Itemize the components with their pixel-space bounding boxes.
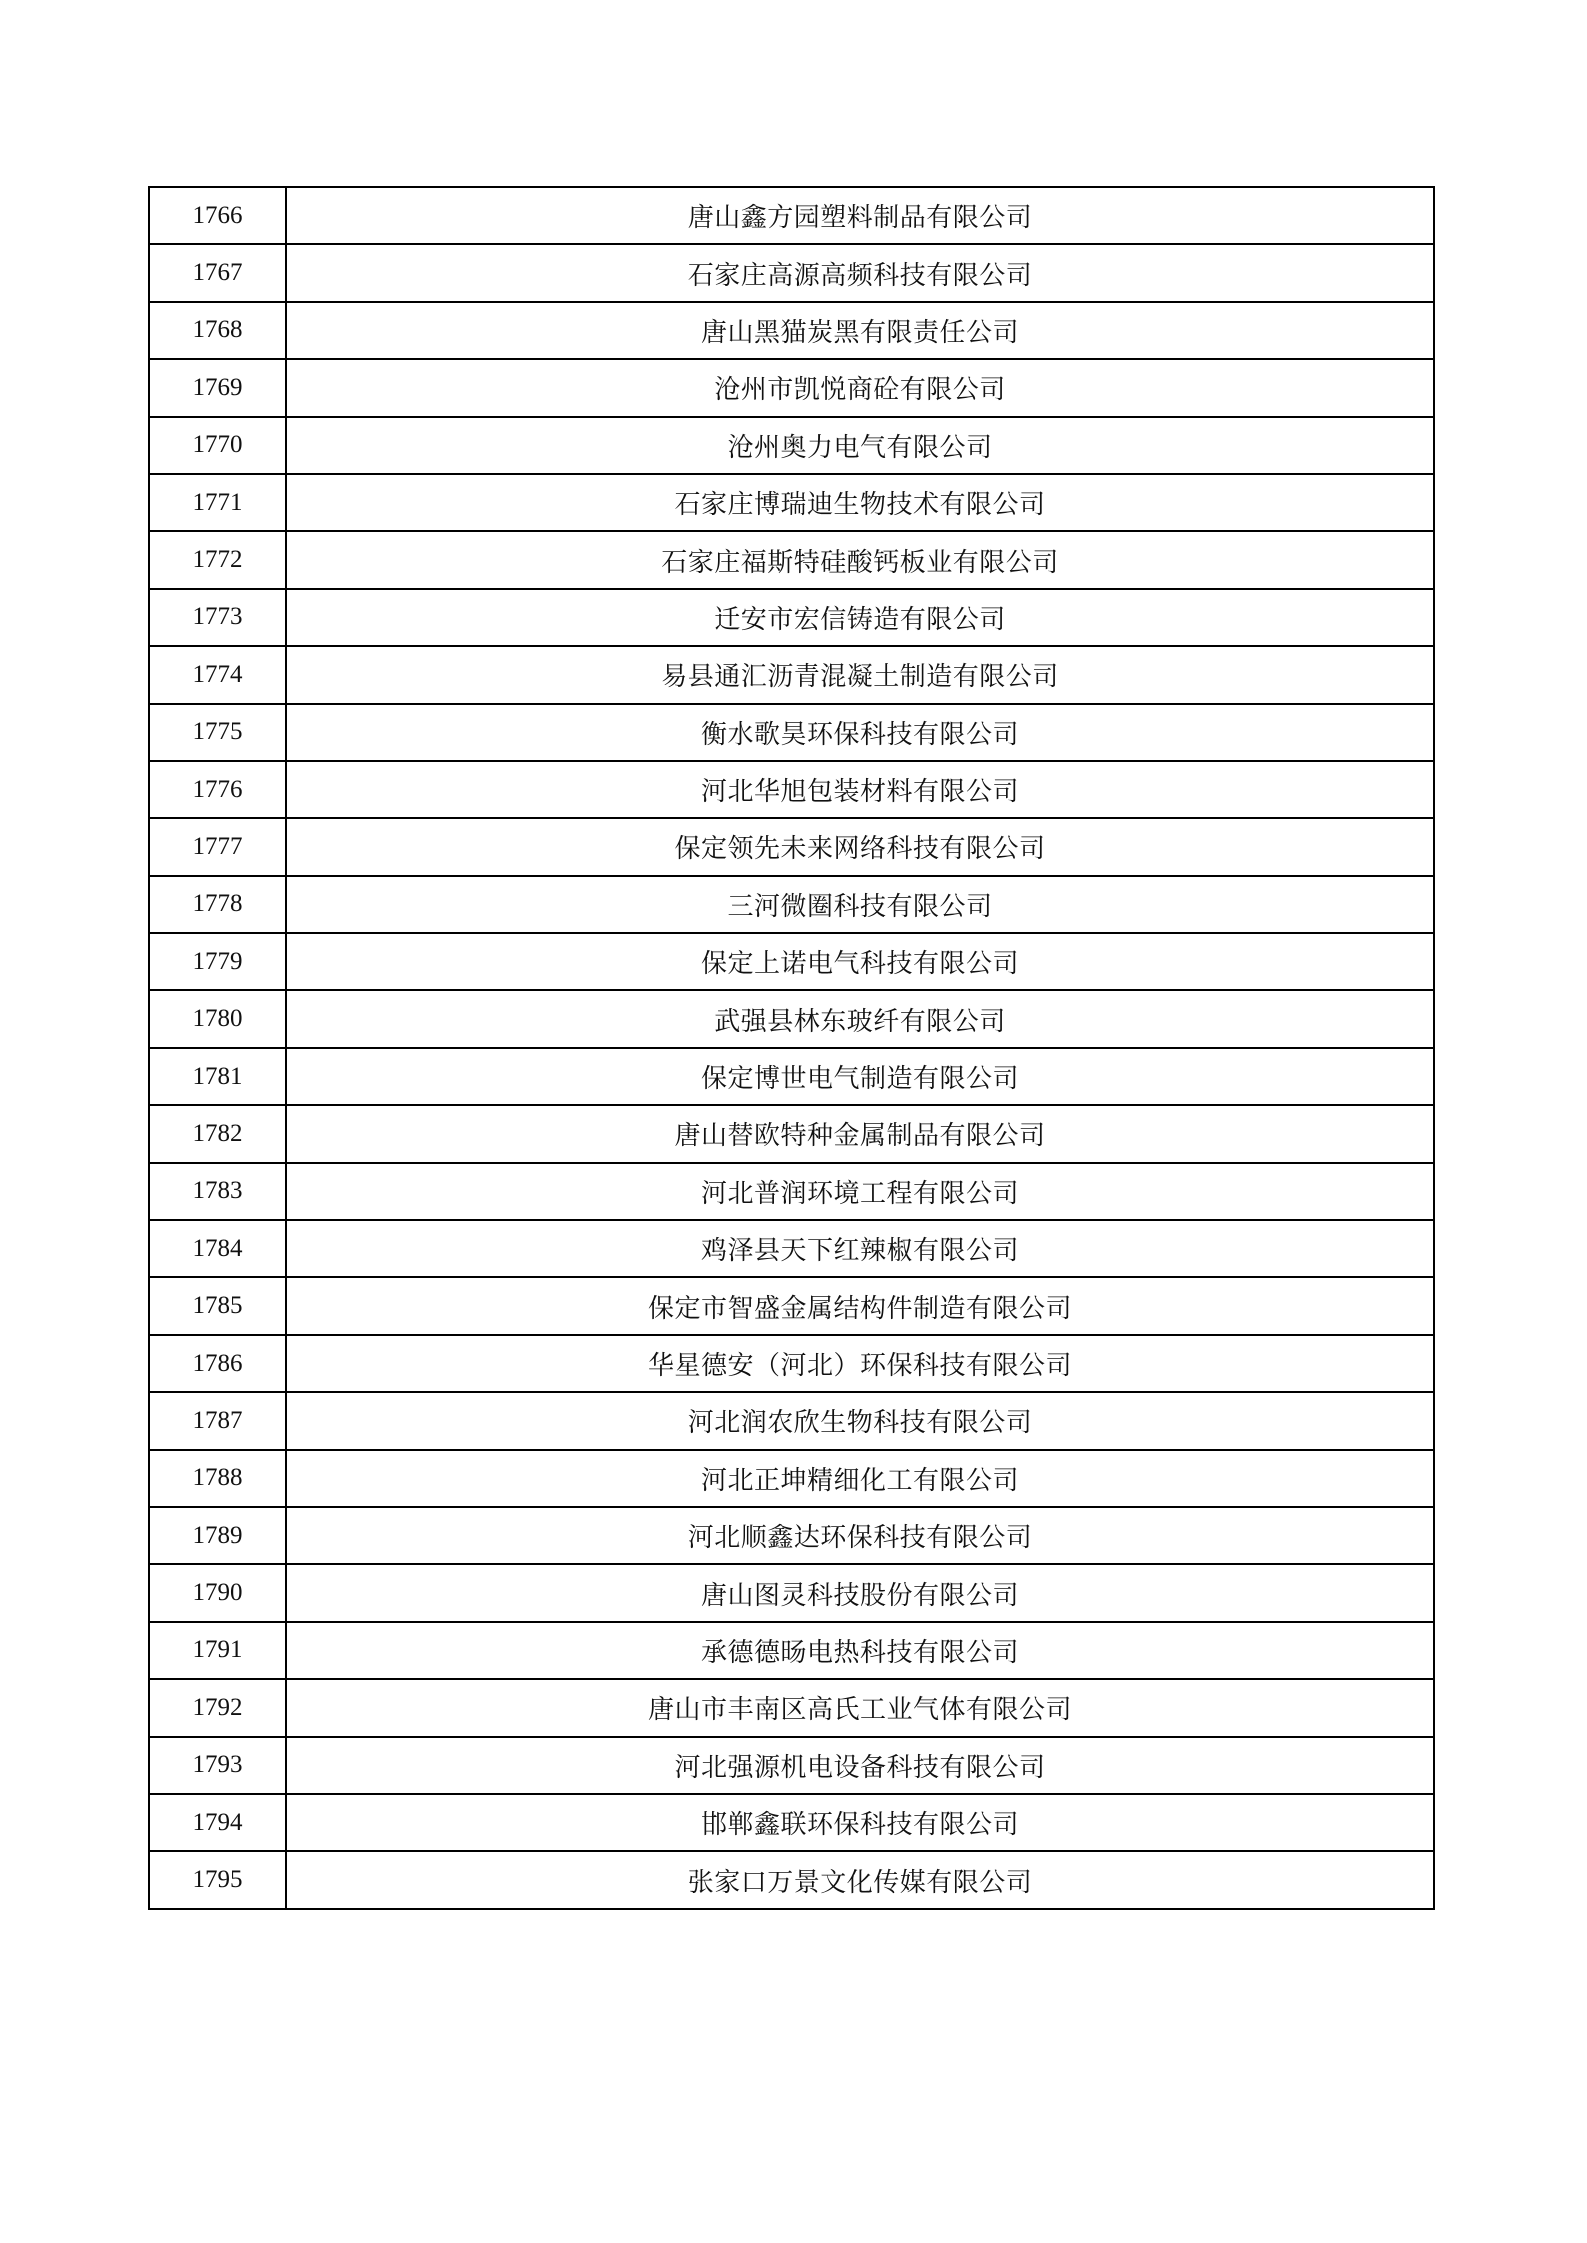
table-row [149,1220,1434,1277]
company-name: 承德德旸电热科技有限公司 [286,1622,1434,1679]
row-number: 1785 [149,1277,286,1334]
company-name: 石家庄博瑞迪生物技术有限公司 [286,474,1434,531]
row-number: 1772 [149,531,286,588]
company-name: 迁安市宏信铸造有限公司 [286,589,1434,646]
table-row [149,876,1434,933]
company-name: 邯郸鑫联环保科技有限公司 [286,1794,1434,1851]
table-row [149,1392,1434,1449]
table-row [149,1335,1434,1392]
row-number: 1792 [149,1679,286,1736]
table-row [149,1851,1434,1908]
table-row [149,1794,1434,1851]
company-name: 保定博世电气制造有限公司 [286,1048,1434,1105]
table-row [149,1737,1434,1794]
row-number: 1779 [149,933,286,990]
company-name: 保定上诺电气科技有限公司 [286,933,1434,990]
company-name: 河北正坤精细化工有限公司 [286,1450,1434,1507]
row-number: 1767 [149,244,286,301]
row-number: 1778 [149,876,286,933]
table-row [149,531,1434,588]
row-number: 1795 [149,1851,286,1908]
row-number: 1770 [149,417,286,474]
company-name: 武强县林东玻纤有限公司 [286,990,1434,1047]
table-row [149,1507,1434,1564]
company-name: 河北强源机电设备科技有限公司 [286,1737,1434,1794]
row-number: 1793 [149,1737,286,1794]
company-name: 唐山替欧特种金属制品有限公司 [286,1105,1434,1162]
company-name: 石家庄福斯特硅酸钙板业有限公司 [286,531,1434,588]
row-number: 1776 [149,761,286,818]
row-number: 1782 [149,1105,286,1162]
table-row [149,417,1434,474]
table-row [149,1163,1434,1220]
table-row [149,704,1434,761]
row-number: 1784 [149,1220,286,1277]
company-name: 河北普润环境工程有限公司 [286,1163,1434,1220]
table-row [149,302,1434,359]
row-number: 1786 [149,1335,286,1392]
company-name: 河北顺鑫达环保科技有限公司 [286,1507,1434,1564]
table-row [149,1277,1434,1334]
row-number: 1790 [149,1564,286,1621]
row-number: 1773 [149,589,286,646]
table-row [149,244,1434,301]
company-name: 三河微圈科技有限公司 [286,876,1434,933]
company-name: 河北润农欣生物科技有限公司 [286,1392,1434,1449]
row-number: 1783 [149,1163,286,1220]
company-name: 鸡泽县天下红辣椒有限公司 [286,1220,1434,1277]
company-name: 唐山市丰南区高氏工业气体有限公司 [286,1679,1434,1736]
row-number: 1774 [149,646,286,703]
table-row [149,933,1434,990]
row-number: 1788 [149,1450,286,1507]
company-name: 沧州市凯悦商砼有限公司 [286,359,1434,416]
company-name: 衡水歌昊环保科技有限公司 [286,704,1434,761]
company-name: 唐山鑫方园塑料制品有限公司 [286,187,1434,244]
company-name: 保定领先未来网络科技有限公司 [286,818,1434,875]
company-name: 河北华旭包装材料有限公司 [286,761,1434,818]
table-row [149,1564,1434,1621]
company-name: 石家庄高源高频科技有限公司 [286,244,1434,301]
company-name: 唐山图灵科技股份有限公司 [286,1564,1434,1621]
row-number: 1766 [149,187,286,244]
row-number: 1791 [149,1622,286,1679]
company-name: 易县通汇沥青混凝土制造有限公司 [286,646,1434,703]
company-name: 沧州奥力电气有限公司 [286,417,1434,474]
table-row [149,818,1434,875]
row-number: 1777 [149,818,286,875]
table-row [149,589,1434,646]
table-row [149,1450,1434,1507]
table-row [149,1679,1434,1736]
company-name: 唐山黑猫炭黑有限责任公司 [286,302,1434,359]
table-row [149,646,1434,703]
table-row [149,1048,1434,1105]
company-name: 张家口万景文化传媒有限公司 [286,1851,1434,1908]
row-number: 1780 [149,990,286,1047]
table-row [149,474,1434,531]
table-row [149,1622,1434,1679]
table-row [149,990,1434,1047]
company-name: 华星德安（河北）环保科技有限公司 [286,1335,1434,1392]
table-row [149,359,1434,416]
table-row [149,1105,1434,1162]
table-row [149,761,1434,818]
row-number: 1794 [149,1794,286,1851]
row-number: 1769 [149,359,286,416]
row-number: 1787 [149,1392,286,1449]
company-list-table [148,186,1435,1910]
row-number: 1771 [149,474,286,531]
row-number: 1789 [149,1507,286,1564]
table-row [149,187,1434,244]
row-number: 1775 [149,704,286,761]
company-name: 保定市智盛金属结构件制造有限公司 [286,1277,1434,1334]
row-number: 1768 [149,302,286,359]
row-number: 1781 [149,1048,286,1105]
